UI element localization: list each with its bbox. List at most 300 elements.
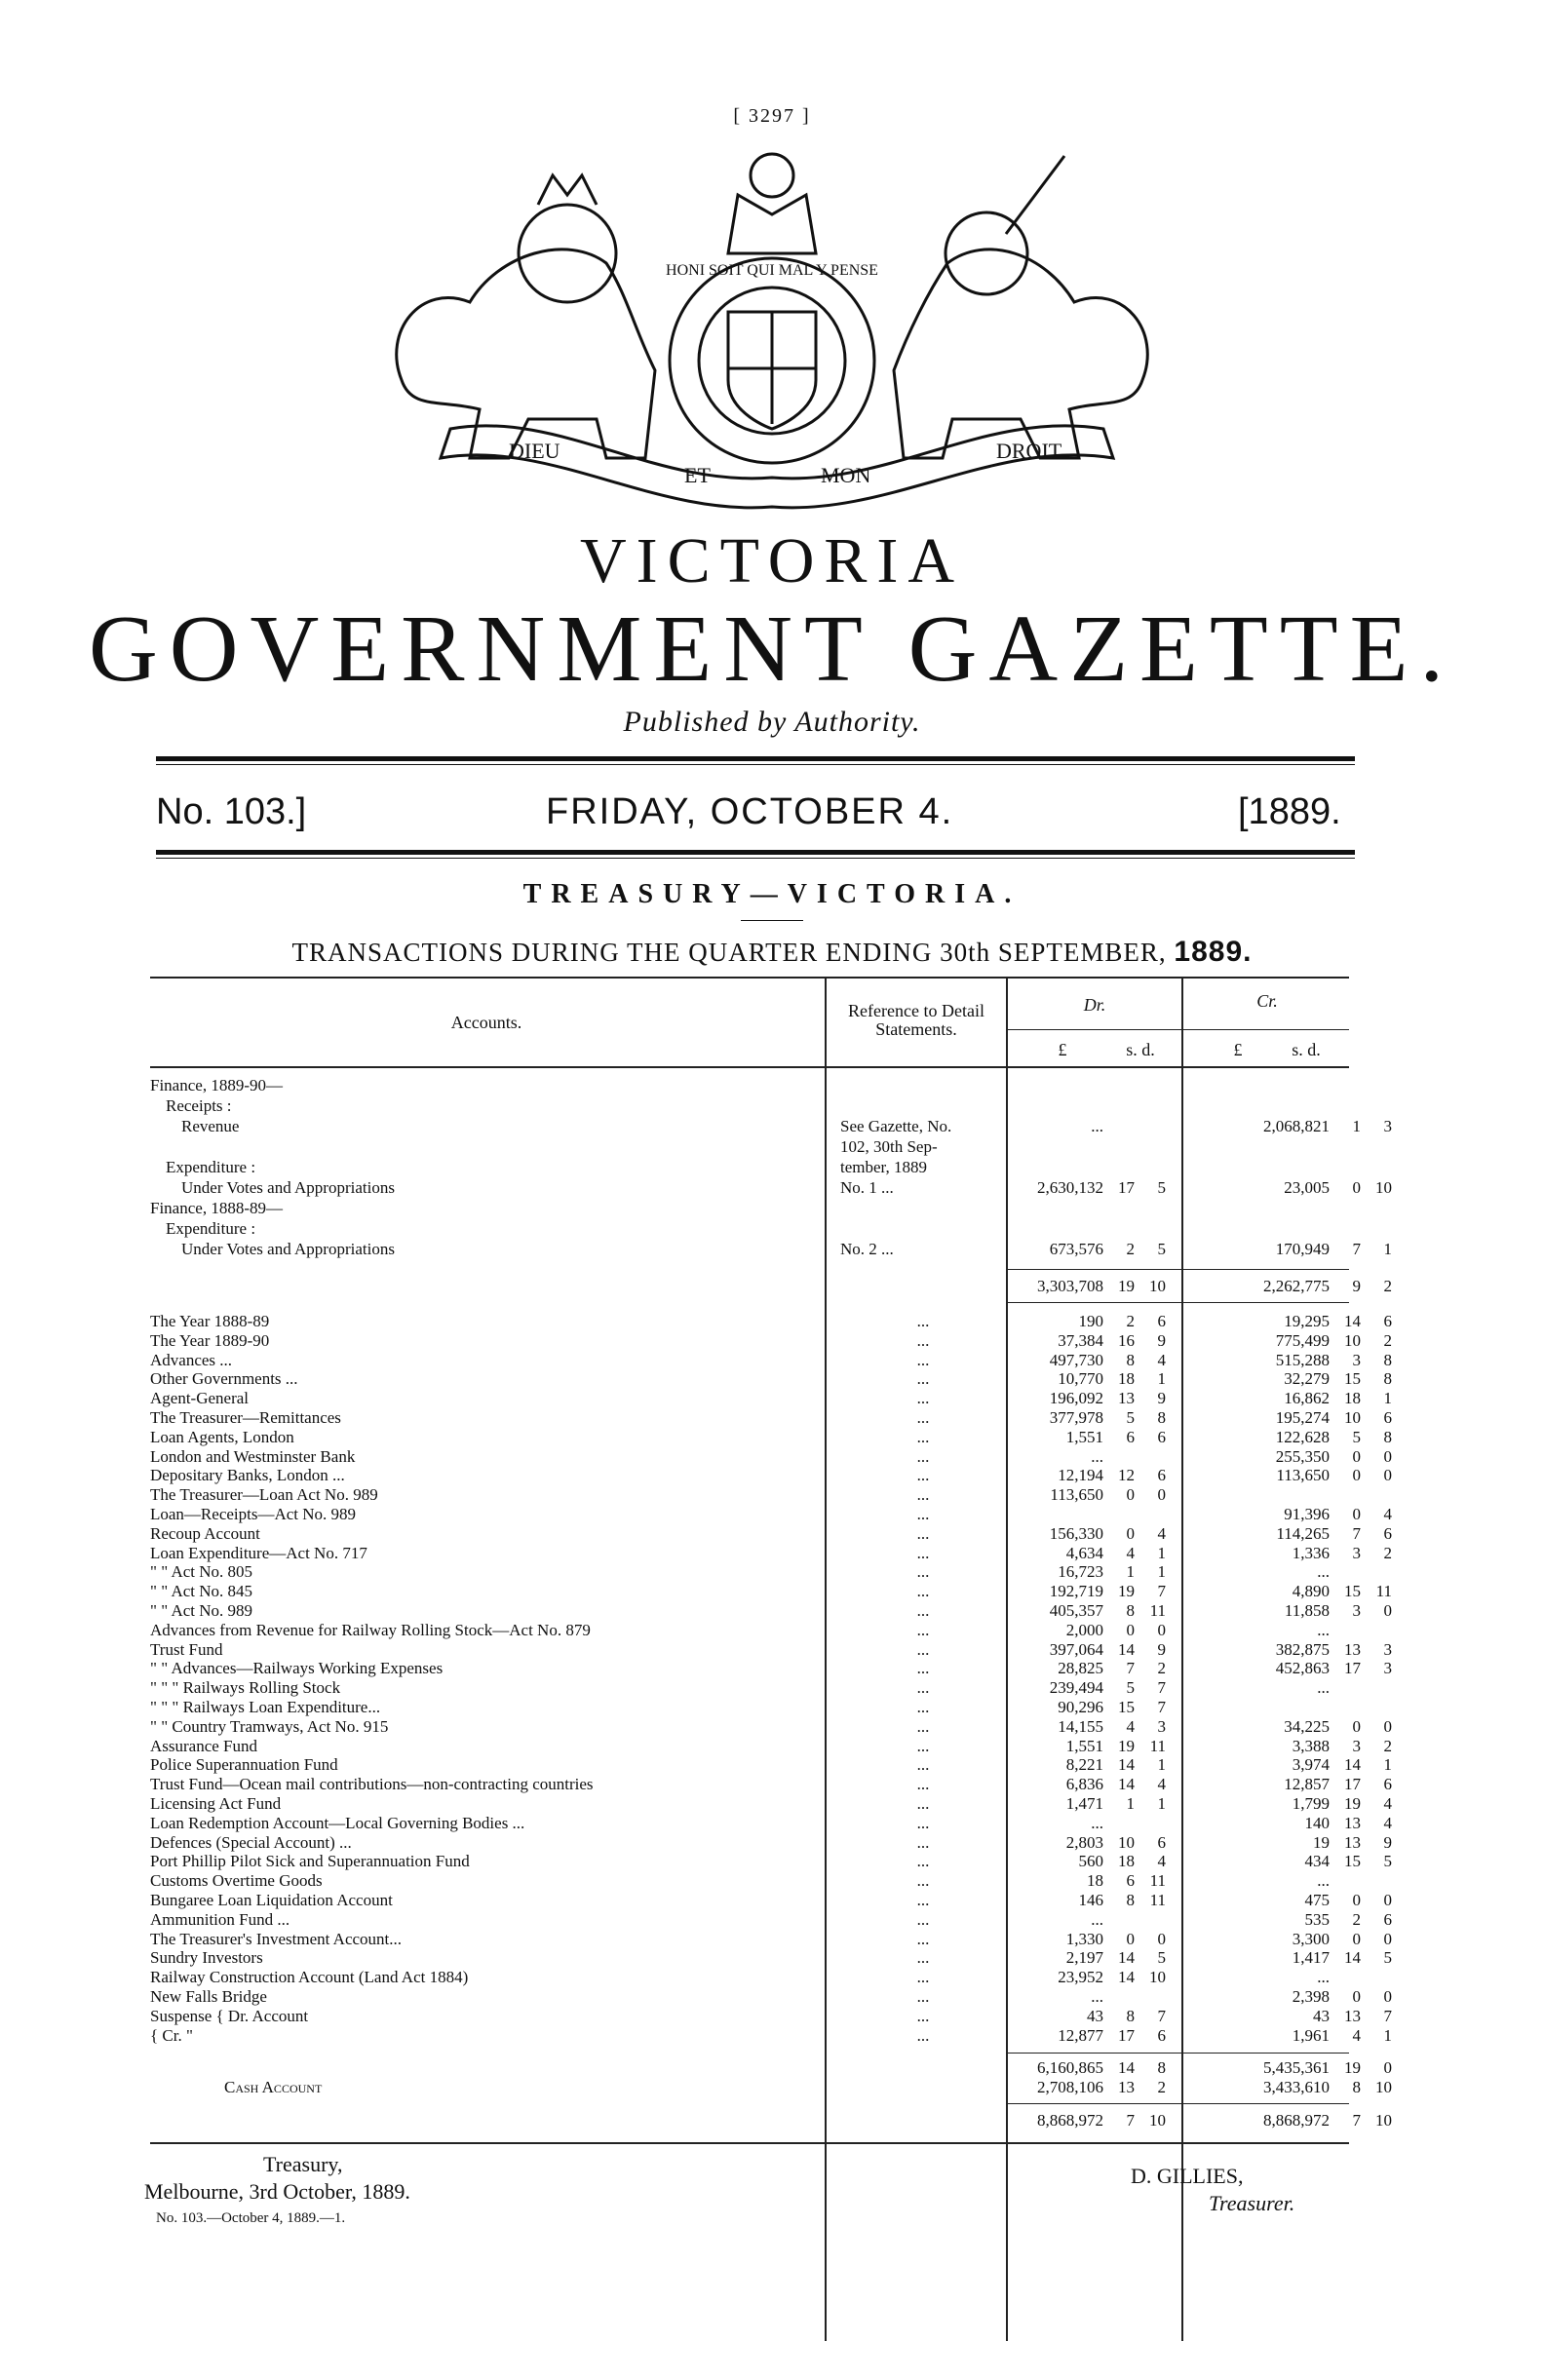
issue-rule-thick bbox=[156, 850, 1355, 855]
dr-pounds: 37,384 bbox=[1058, 1330, 1103, 1350]
cr-shillings: 15 bbox=[1344, 1852, 1361, 1871]
cr-pounds: 19 bbox=[1313, 1832, 1330, 1852]
motto-dieu: DIEU bbox=[509, 439, 560, 463]
dr-shillings: 17 bbox=[1118, 1178, 1135, 1197]
dr-pence: 10 bbox=[1149, 1968, 1166, 1987]
dr-pounds: 12,877 bbox=[1058, 2025, 1103, 2045]
dr-pounds: 8,221 bbox=[1065, 1755, 1103, 1775]
cr-shillings: 17 bbox=[1344, 1659, 1361, 1678]
table-row bbox=[150, 1775, 1392, 1794]
cr-shillings: 3 bbox=[1352, 1350, 1361, 1369]
dr-pence: 6 bbox=[1157, 1312, 1166, 1330]
dr-shillings: 0 bbox=[1126, 1929, 1135, 1948]
dr-shillings: 14 bbox=[1118, 1639, 1135, 1659]
issue-rule-thin bbox=[156, 858, 1355, 859]
dr-pounds: ... bbox=[1091, 1446, 1103, 1466]
table-row bbox=[150, 1389, 1392, 1408]
dr-pence: 9 bbox=[1157, 1330, 1166, 1350]
dr-pence: 11 bbox=[1149, 1891, 1166, 1909]
dr-pounds: 2,000 bbox=[1065, 1620, 1103, 1639]
dr-pence: 0 bbox=[1157, 1929, 1166, 1948]
reference-cell: ... bbox=[916, 1350, 930, 1369]
dr-pounds: 2,630,132 bbox=[1037, 1178, 1103, 1197]
motto-droit: DROIT bbox=[996, 439, 1062, 463]
dr-pence: 5 bbox=[1157, 1240, 1166, 1258]
cr-shillings: 13 bbox=[1344, 1639, 1361, 1659]
dr-shillings: 5 bbox=[1126, 1408, 1135, 1427]
table-row bbox=[150, 1240, 1392, 1258]
dr-pounds: 239,494 bbox=[1049, 1678, 1103, 1698]
section-subtitle bbox=[0, 936, 1544, 969]
account-label: Police Superannuation Fund bbox=[150, 1755, 338, 1775]
cash-account-row bbox=[150, 2078, 1392, 2096]
published-by-authority: Published by Authority. bbox=[623, 706, 921, 738]
dr-pounds: 196,092 bbox=[1049, 1389, 1103, 1408]
footer-date: Melbourne, 3rd October, 1889. bbox=[144, 2179, 410, 2204]
cr-pence: 3 bbox=[1383, 1117, 1392, 1135]
account-label: Bungaree Loan Liquidation Account bbox=[150, 1891, 393, 1909]
cr-pounds: 255,350 bbox=[1275, 1446, 1330, 1466]
cr-pounds: 1,799 bbox=[1292, 1794, 1330, 1813]
dr-pounds: 192,719 bbox=[1049, 1582, 1103, 1601]
reference-cell: ... bbox=[916, 1948, 930, 1968]
cr-pence: 2 bbox=[1383, 1330, 1392, 1350]
cr-shillings: 14 bbox=[1344, 1312, 1361, 1330]
total-rule bbox=[1006, 2053, 1349, 2054]
cr-pounds: 382,875 bbox=[1275, 1639, 1330, 1659]
total-cr: 5,435,361 bbox=[1263, 2058, 1330, 2077]
dr-pence: 0 bbox=[1157, 1620, 1166, 1639]
dr-pounds: 14,155 bbox=[1058, 1716, 1103, 1736]
reference-cell: ... bbox=[916, 1620, 930, 1639]
table-row bbox=[150, 1350, 1392, 1369]
cr-pounds: 2,398 bbox=[1292, 1987, 1330, 2006]
reference-cell: ... bbox=[916, 2006, 930, 2025]
cr-pence: 1 bbox=[1383, 1755, 1392, 1775]
cr-pounds: 452,863 bbox=[1275, 1659, 1330, 1678]
dr-pounds: 1,330 bbox=[1065, 1929, 1103, 1948]
subtotal-crs: 9 bbox=[1352, 1277, 1361, 1295]
dr-pence: 1 bbox=[1157, 1794, 1166, 1813]
cr-shillings: 3 bbox=[1352, 1736, 1361, 1755]
table-row bbox=[150, 1909, 1392, 1929]
cr-pence: 0 bbox=[1383, 1466, 1392, 1485]
reference-cell: tember, 1889 bbox=[840, 1158, 928, 1176]
table-row bbox=[150, 1117, 1392, 1135]
section-divider bbox=[741, 920, 803, 921]
table-row bbox=[150, 1987, 1392, 2006]
reference-cell: ... bbox=[916, 1909, 930, 1929]
dr-pounds: ... bbox=[1091, 1987, 1103, 2006]
table-row bbox=[150, 1523, 1392, 1543]
cr-shillings: 0 bbox=[1352, 1466, 1361, 1485]
dr-pence: 11 bbox=[1149, 1601, 1166, 1620]
grand-drs: 7 bbox=[1126, 2111, 1135, 2130]
dr-pence: 8 bbox=[1157, 1408, 1166, 1427]
reference-cell: ... bbox=[916, 1929, 930, 1948]
account-label: The Year 1889-90 bbox=[150, 1330, 270, 1350]
dr-pounds: 90,296 bbox=[1058, 1698, 1103, 1716]
subtotal-rule bbox=[1006, 1269, 1349, 1270]
reference-cell: ... bbox=[916, 1968, 930, 1987]
cr-pence: 6 bbox=[1383, 1523, 1392, 1543]
cr-pence: 0 bbox=[1383, 1601, 1392, 1620]
cr-pounds: ... bbox=[1317, 1968, 1330, 1987]
cr-shillings: 0 bbox=[1352, 1891, 1361, 1909]
dr-shillings: 4 bbox=[1126, 1716, 1135, 1736]
table-row bbox=[150, 2025, 1392, 2045]
account-label: The Treasurer—Remittances bbox=[150, 1408, 341, 1427]
cr-pounds: 535 bbox=[1304, 1909, 1330, 1929]
cr-pounds: 43 bbox=[1313, 2006, 1330, 2025]
dr-pence: 9 bbox=[1157, 1389, 1166, 1408]
account-label: Receipts : bbox=[166, 1096, 232, 1115]
table-row bbox=[150, 1178, 1392, 1197]
cash-drd: 2 bbox=[1157, 2078, 1166, 2096]
dr-pounds: ... bbox=[1091, 1117, 1103, 1135]
total-drs: 14 bbox=[1118, 2058, 1135, 2077]
dr-pounds: ... bbox=[1091, 1909, 1103, 1929]
table-row bbox=[150, 1871, 1349, 1890]
cr-pence: 10 bbox=[1375, 1178, 1392, 1197]
reference-cell: No. 2 ... bbox=[840, 1240, 894, 1258]
account-label: Under Votes and Appropriations bbox=[181, 1178, 395, 1197]
dr-pence: 7 bbox=[1157, 2006, 1166, 2025]
reference-cell: ... bbox=[916, 1505, 930, 1523]
account-label: Loan—Receipts—Act No. 989 bbox=[150, 1505, 357, 1523]
cr-shillings: 5 bbox=[1352, 1427, 1361, 1446]
cr-shillings: 7 bbox=[1352, 1240, 1361, 1258]
cr-pence: 6 bbox=[1383, 1312, 1392, 1330]
account-label: Expenditure : bbox=[166, 1158, 256, 1176]
table-row bbox=[150, 2006, 1392, 2025]
account-label: " " " Railways Rolling Stock bbox=[150, 1678, 341, 1698]
cr-pence: 6 bbox=[1383, 1909, 1392, 1929]
reference-cell: ... bbox=[916, 1446, 930, 1466]
dr-pence: 1 bbox=[1157, 1562, 1166, 1582]
dr-pence: 5 bbox=[1157, 1948, 1166, 1968]
grand-total-rule bbox=[1006, 2103, 1349, 2104]
cr-pence: 2 bbox=[1383, 1543, 1392, 1562]
dr-shillings: 8 bbox=[1126, 1350, 1135, 1369]
footer-place: Treasury, bbox=[263, 2152, 343, 2176]
reference-cell: ... bbox=[916, 1871, 930, 1891]
total-dr: 6,160,865 bbox=[1037, 2058, 1103, 2077]
dr-pence: 7 bbox=[1157, 1698, 1166, 1716]
dr-pounds: 10,770 bbox=[1058, 1369, 1103, 1389]
table-row bbox=[150, 1137, 1349, 1156]
reference-cell: ... bbox=[916, 1523, 930, 1543]
table-row bbox=[150, 1199, 1349, 1217]
cr-pounds: 3,388 bbox=[1292, 1736, 1330, 1755]
motto-garter: HONI SOIT QUI MAL Y PENSE bbox=[666, 262, 878, 279]
issue-year: [1889. bbox=[1238, 791, 1341, 832]
reference-cell: ... bbox=[916, 1755, 930, 1775]
reference-cell: ... bbox=[916, 1698, 930, 1716]
account-label: Trust Fund—Ocean mail contributions—non-contracting countries bbox=[150, 1775, 594, 1794]
account-label: Suspense { Dr. Account bbox=[150, 2006, 309, 2025]
cr-shillings: 1 bbox=[1352, 1117, 1361, 1135]
issue-date: FRIDAY, OCTOBER 4. bbox=[546, 791, 954, 832]
table-row bbox=[150, 1968, 1349, 1986]
dr-pounds: 1,551 bbox=[1065, 1736, 1103, 1755]
cr-pounds: 2,068,821 bbox=[1263, 1117, 1330, 1135]
dr-shillings: 5 bbox=[1126, 1678, 1135, 1698]
table-row bbox=[150, 1446, 1392, 1466]
table-row bbox=[150, 1698, 1349, 1716]
reference-cell: ... bbox=[916, 1794, 930, 1813]
cr-pounds: 91,396 bbox=[1284, 1505, 1330, 1523]
grand-crs: 7 bbox=[1352, 2111, 1361, 2130]
dr-pounds: 560 bbox=[1078, 1852, 1103, 1871]
cr-pounds: 3,300 bbox=[1292, 1929, 1330, 1948]
account-label: Revenue bbox=[181, 1117, 240, 1135]
cr-pounds: ... bbox=[1317, 1871, 1330, 1891]
dr-shillings: 6 bbox=[1126, 1871, 1135, 1891]
table-row bbox=[150, 1755, 1392, 1775]
dr-pence: 4 bbox=[1157, 1523, 1166, 1543]
footer-signatory-title: Treasurer. bbox=[1209, 2191, 1295, 2215]
dr-pounds: 12,194 bbox=[1058, 1466, 1103, 1485]
dr-pounds: 377,978 bbox=[1049, 1408, 1103, 1427]
dr-shillings: 14 bbox=[1118, 1755, 1135, 1775]
dr-shillings: 14 bbox=[1118, 1775, 1135, 1794]
dr-shillings: 1 bbox=[1126, 1562, 1135, 1582]
reference-cell: ... bbox=[916, 1852, 930, 1871]
masthead-rule-thin bbox=[156, 764, 1355, 765]
account-label: Ammunition Fund ... bbox=[150, 1909, 290, 1929]
cr-pounds: 34,225 bbox=[1284, 1716, 1330, 1736]
dr-pence: 6 bbox=[1157, 1832, 1166, 1852]
reference-cell: ... bbox=[916, 1485, 930, 1505]
cr-shillings: 14 bbox=[1344, 1755, 1361, 1775]
cr-shillings: 13 bbox=[1344, 1813, 1361, 1832]
account-label: Depositary Banks, London ... bbox=[150, 1466, 345, 1485]
dr-shillings: 8 bbox=[1126, 1891, 1135, 1909]
cr-pounds: 434 bbox=[1304, 1852, 1330, 1871]
cr-shillings: 17 bbox=[1344, 1775, 1361, 1794]
table-row bbox=[150, 1330, 1392, 1350]
cash-account-label: Cash Account bbox=[224, 2078, 323, 2096]
header-cr: Cr. bbox=[1256, 991, 1278, 1011]
account-label: Sundry Investors bbox=[150, 1948, 263, 1968]
footer-reference: No. 103.—October 4, 1889.—1. bbox=[156, 2210, 346, 2226]
grand-cr: 8,868,972 bbox=[1263, 2111, 1330, 2130]
cr-shillings: 3 bbox=[1352, 1601, 1361, 1620]
reference-cell: See Gazette, No. bbox=[840, 1117, 952, 1135]
reference-cell: ... bbox=[916, 1582, 930, 1601]
table-row bbox=[150, 1832, 1392, 1852]
account-label: Defences (Special Account) ... bbox=[150, 1832, 352, 1852]
cr-shillings: 13 bbox=[1344, 2006, 1361, 2025]
header-reference: Reference to Detail Statements. bbox=[848, 1001, 984, 1039]
account-label: Customs Overtime Goods bbox=[150, 1871, 323, 1891]
cr-shillings: 3 bbox=[1352, 1543, 1361, 1562]
masthead-victoria: VICTORIA bbox=[579, 525, 965, 596]
cr-pence: 1 bbox=[1383, 1389, 1392, 1408]
table-row bbox=[150, 1427, 1392, 1446]
table-row bbox=[150, 1312, 1392, 1330]
cr-pounds: 113,650 bbox=[1276, 1466, 1330, 1485]
dr-shillings: 19 bbox=[1118, 1736, 1135, 1755]
dr-pence: 4 bbox=[1157, 1350, 1166, 1369]
account-label: Licensing Act Fund bbox=[150, 1794, 282, 1813]
masthead-rule-thick bbox=[156, 756, 1355, 761]
cr-shillings: 0 bbox=[1352, 1178, 1361, 1197]
account-label: " " Act No. 989 bbox=[150, 1601, 253, 1620]
dr-pounds: 28,825 bbox=[1058, 1659, 1103, 1678]
dr-shillings: 14 bbox=[1118, 1968, 1135, 1987]
cr-pounds: ... bbox=[1317, 1620, 1330, 1639]
table-row bbox=[150, 1794, 1392, 1813]
reference-cell: ... bbox=[916, 1987, 930, 2006]
account-label: " " Act No. 805 bbox=[150, 1562, 253, 1582]
account-label: " " " Railways Loan Expenditure... bbox=[150, 1698, 381, 1716]
reference-cell: ... bbox=[916, 1408, 930, 1427]
dr-pence: 1 bbox=[1157, 1369, 1166, 1389]
account-label: Advances from Revenue for Railway Rolling Stock—Act No. 879 bbox=[150, 1620, 591, 1639]
cr-shillings: 10 bbox=[1344, 1330, 1361, 1350]
dr-shillings: 0 bbox=[1126, 1523, 1135, 1543]
dr-pence: 11 bbox=[1149, 1871, 1166, 1891]
dr-pounds: 2,197 bbox=[1065, 1948, 1103, 1968]
cash-cr: 3,433,610 bbox=[1263, 2078, 1330, 2096]
cr-pence: 8 bbox=[1383, 1369, 1392, 1389]
reference-cell: ... bbox=[916, 1891, 930, 1909]
section-title: TREASURY—VICTORIA. bbox=[522, 879, 1022, 909]
cr-shillings: 15 bbox=[1344, 1582, 1361, 1601]
table-row bbox=[150, 1736, 1392, 1755]
reference-cell: ... bbox=[916, 1659, 930, 1678]
account-label: Loan Redemption Account—Local Governing Bodies ... bbox=[150, 1813, 525, 1832]
royal-coat-of-arms-icon bbox=[363, 136, 1181, 526]
table-row bbox=[150, 1219, 1349, 1238]
cr-pence: 4 bbox=[1383, 1505, 1392, 1523]
cr-pounds: 32,279 bbox=[1284, 1369, 1330, 1389]
dr-pence: 4 bbox=[1157, 1775, 1166, 1794]
reference-cell: ... bbox=[916, 2025, 930, 2045]
dr-pence: 1 bbox=[1157, 1543, 1166, 1562]
cr-pence: 6 bbox=[1383, 1775, 1392, 1794]
table-bottom-rule bbox=[150, 2142, 1349, 2144]
dr-pounds: 6,836 bbox=[1065, 1775, 1103, 1794]
subtotal-cr: 2,262,775 bbox=[1263, 1277, 1330, 1295]
dr-pence: 3 bbox=[1157, 1716, 1166, 1736]
cr-pence: 3 bbox=[1383, 1659, 1392, 1678]
motto-et: ET bbox=[684, 463, 711, 487]
cr-pounds: 140 bbox=[1304, 1813, 1330, 1832]
table-row bbox=[150, 1621, 1349, 1639]
dr-shillings: 4 bbox=[1126, 1543, 1135, 1562]
header-cr-sd: s. d. bbox=[1292, 1040, 1321, 1059]
account-label: " " Act No. 845 bbox=[150, 1582, 253, 1601]
table-row bbox=[150, 1678, 1349, 1697]
reference-cell: ... bbox=[916, 1427, 930, 1446]
dr-pence: 7 bbox=[1157, 1582, 1166, 1601]
cr-pounds: 515,288 bbox=[1275, 1350, 1330, 1369]
account-label: Finance, 1889-90— bbox=[150, 1076, 283, 1094]
dr-shillings: 0 bbox=[1126, 1485, 1135, 1505]
cr-pence: 3 bbox=[1383, 1639, 1392, 1659]
table-row bbox=[150, 1562, 1349, 1581]
dr-pence: 6 bbox=[1157, 1466, 1166, 1485]
account-label: London and Westminster Bank bbox=[150, 1446, 356, 1466]
table-row bbox=[150, 1096, 1349, 1115]
account-label: Trust Fund bbox=[150, 1639, 223, 1659]
table-row bbox=[150, 1639, 1392, 1659]
dr-pounds: 405,357 bbox=[1049, 1601, 1103, 1620]
total-row bbox=[150, 2058, 1392, 2077]
cr-pounds: 19,295 bbox=[1284, 1312, 1330, 1330]
account-label: " " Country Tramways, Act No. 915 bbox=[150, 1716, 389, 1736]
footer-signature: D. GILLIES, bbox=[1131, 2164, 1244, 2188]
reference-cell: ... bbox=[916, 1312, 930, 1330]
cr-pence: 1 bbox=[1383, 1240, 1392, 1258]
dr-pounds: 43 bbox=[1087, 2006, 1103, 2025]
cr-pence: 4 bbox=[1383, 1794, 1392, 1813]
cr-pounds: 475 bbox=[1304, 1891, 1330, 1909]
cr-pounds: 1,336 bbox=[1292, 1543, 1330, 1562]
cr-shillings: 0 bbox=[1352, 1987, 1361, 2006]
account-label: Loan Agents, London bbox=[150, 1427, 294, 1446]
cr-shillings: 7 bbox=[1352, 1523, 1361, 1543]
total-drd: 8 bbox=[1157, 2058, 1166, 2077]
account-label: Recoup Account bbox=[150, 1523, 260, 1543]
cr-pounds: 1,417 bbox=[1292, 1948, 1330, 1968]
dr-shillings: 6 bbox=[1126, 1427, 1135, 1446]
cr-shillings: 10 bbox=[1344, 1408, 1361, 1427]
cr-pence: 6 bbox=[1383, 1408, 1392, 1427]
cash-crs: 8 bbox=[1352, 2078, 1361, 2096]
cr-pounds: 12,857 bbox=[1284, 1775, 1330, 1794]
header-currency-rule bbox=[1006, 1029, 1349, 1030]
subtotal-crd: 2 bbox=[1383, 1277, 1392, 1295]
cr-pence: 5 bbox=[1383, 1948, 1392, 1968]
dr-pence: 4 bbox=[1157, 1852, 1166, 1871]
account-label: " " Advances—Railways Working Expenses bbox=[150, 1659, 444, 1678]
dr-pounds: 16,723 bbox=[1058, 1562, 1103, 1582]
cr-shillings: 0 bbox=[1352, 1929, 1361, 1948]
dr-pence: 11 bbox=[1149, 1736, 1166, 1755]
dr-shillings: 19 bbox=[1118, 1582, 1135, 1601]
cr-pence: 0 bbox=[1383, 1987, 1392, 2006]
dr-shillings: 2 bbox=[1126, 1240, 1135, 1258]
cr-shillings: 19 bbox=[1344, 1794, 1361, 1813]
dr-shillings: 18 bbox=[1118, 1852, 1135, 1871]
total-crd: 0 bbox=[1383, 2058, 1392, 2077]
cr-pounds: 775,499 bbox=[1275, 1330, 1330, 1350]
table-row bbox=[150, 1601, 1392, 1620]
account-label: Advances ... bbox=[150, 1350, 233, 1369]
cr-shillings: 15 bbox=[1344, 1369, 1361, 1389]
header-cr-pound: £ bbox=[1233, 1040, 1243, 1059]
cr-pounds: 23,005 bbox=[1284, 1178, 1330, 1197]
cr-pence: 4 bbox=[1383, 1813, 1392, 1832]
dr-shillings: 17 bbox=[1118, 2025, 1135, 2045]
dr-pounds: ... bbox=[1091, 1813, 1103, 1832]
header-bottom-rule bbox=[150, 1066, 1349, 1068]
cash-dr: 2,708,106 bbox=[1037, 2078, 1103, 2096]
header-dr-pound: £ bbox=[1058, 1040, 1067, 1059]
cr-pounds: 4,890 bbox=[1292, 1582, 1330, 1601]
account-label: { Cr. " bbox=[150, 2025, 193, 2045]
dr-pence: 7 bbox=[1157, 1678, 1166, 1698]
cr-shillings: 14 bbox=[1344, 1948, 1361, 1968]
dr-pounds: 18 bbox=[1087, 1871, 1103, 1891]
dr-shillings: 2 bbox=[1126, 1312, 1135, 1330]
cr-pence: 9 bbox=[1383, 1832, 1392, 1852]
cr-shillings: 13 bbox=[1344, 1832, 1361, 1852]
